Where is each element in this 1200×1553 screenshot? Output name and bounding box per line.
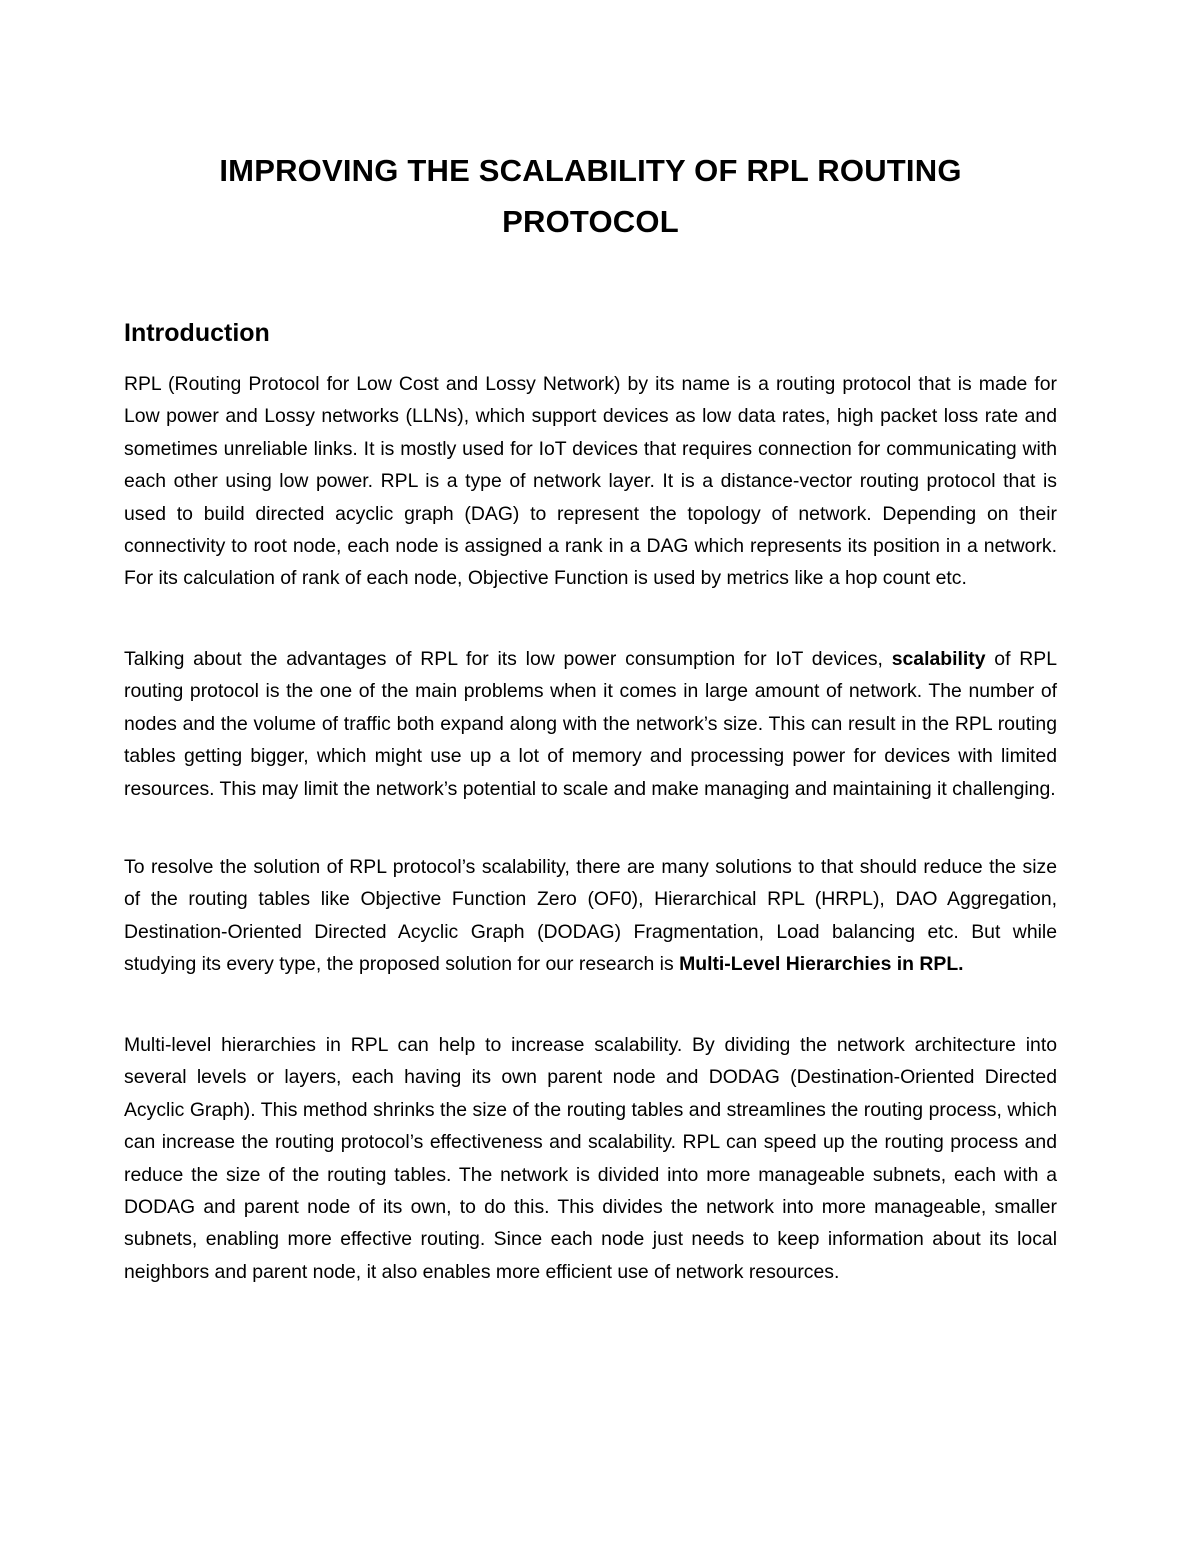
paragraph-4: Multi-level hierarchies in RPL can help to increase scalability. By dividing the network architecture into several levels or layers, each having its own parent node and DODAG (Destination-Oriented Directed Acyclic Graph). This method shrinks the size of the routing tables and streamlines the routing process, which can increase the routing protocol’s effectiveness and scalability. RPL can speed up the routing process and reduce the size of the routing tables. The network is divided into more manageable subnets, each with a DODAG and parent node of its own, to do this. This divides the network into more manageable, smaller subnets, enabling more effective routing. Since each node just needs to keep information about its local neighbors and parent node, it also enables more efficient use of network resources. xyxy=(124,1034,1057,1283)
paragraph-2 xyxy=(124,643,1057,805)
title-line-2: PROTOCOL xyxy=(502,204,679,239)
document-title xyxy=(124,145,1057,247)
paragraph-3-bold-solution: Multi-Level Hierarchies in RPL. xyxy=(679,953,964,976)
paragraph-2-text-end: of RPL routing protocol is the one of the main problems when it comes in large amount of network. The number of nodes and the volume of traffic both expand along with the network’s size. This can result in the RPL routing tables getting bigger, which might use up a lot of memory and processing power for devices with limited resources. This may limit the network’s potential to scale and make managing and maintaining it challenging. xyxy=(124,648,1058,800)
paragraph-2-text-start: Talking about the advantages of RPL for its low power consumption for IoT devices, xyxy=(124,648,892,670)
title-line-1: IMPROVING THE SCALABILITY OF RPL ROUTING xyxy=(219,153,962,188)
section-heading-introduction: Introduction xyxy=(124,319,270,347)
paragraph-3 xyxy=(124,851,1057,981)
paragraph-1: RPL (Routing Protocol for Low Cost and Lossy Network) by its name is a routing protocol that is made for Low power and Lossy networks (LLNs), which support devices as low data rates, high packet loss rate and sometimes unreliable links. It is mostly used for IoT devices that requires connection for communicating with each other using low power. RPL is a type of network layer. It is a distance-vector routing protocol that is used to build directed acyclic graph (DAG) to represent the topology of network. Depending on their connectivity to root node, each node is assigned a rank in a DAG which represents its position in a network. For its calculation of rank of each node, Objective Function is used by metrics like a hop count etc. xyxy=(124,373,1057,590)
paragraph-2-bold-term: scalability xyxy=(891,648,986,670)
paragraph-3-text: To resolve the solution of RPL protocol’s scalability, there are many solutions to that should reduce the size of the routing tables like Objective Function Zero (OF0), Hierarchical RPL (HRPL), DAO Aggregation, Destination-Oriented Directed Acyclic Graph (DODAG) Fragmentation, Load balancing etc. But while studying its every type, the proposed solution for our research is xyxy=(124,856,1057,976)
